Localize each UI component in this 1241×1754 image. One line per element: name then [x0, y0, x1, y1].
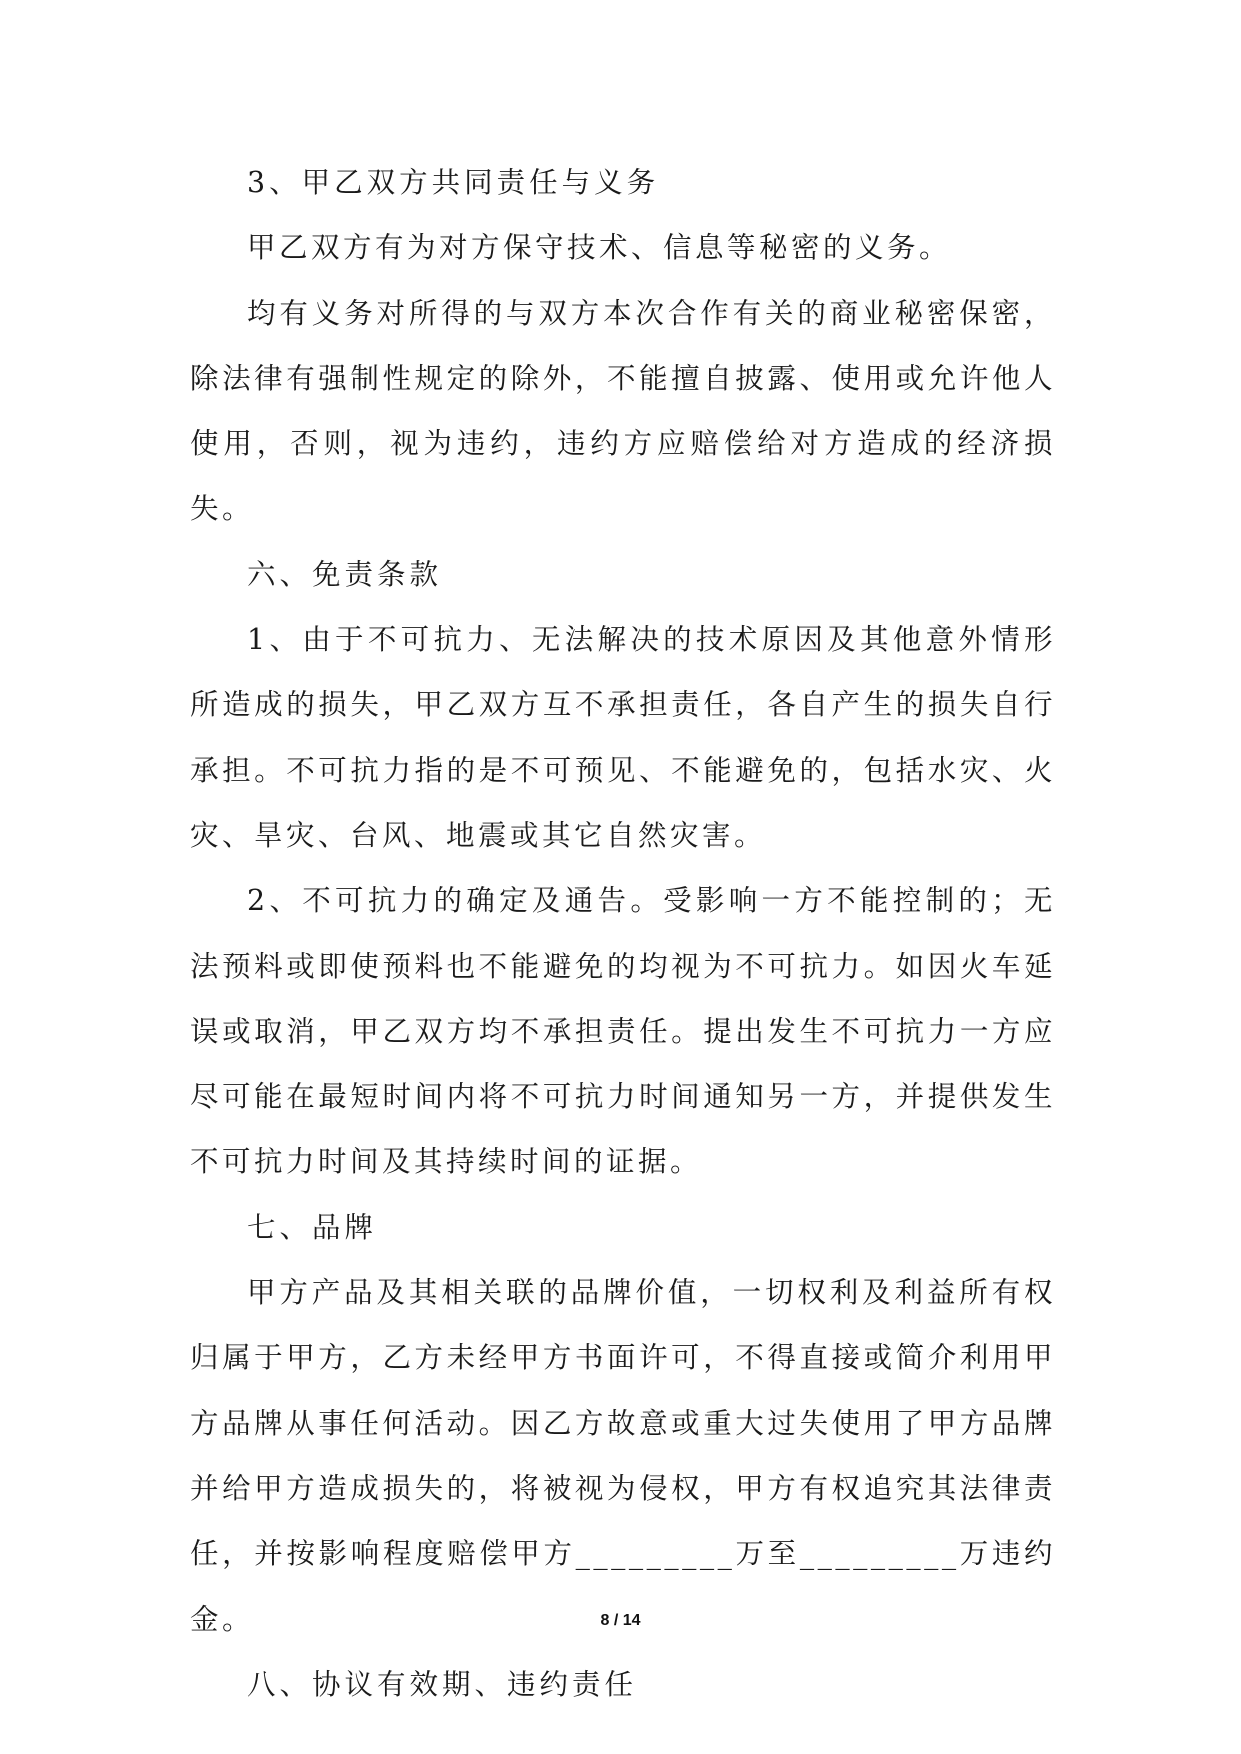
- section-heading: 六、免责条款: [247, 557, 443, 591]
- paragraph: 均有义务对所得的与双方本次合作有关的商业秘密保密，除法律有强制性规定的除外，不能擅自披露、使用或允许他人使用，否则，视为违约，违约方应赔偿给对方造成的经济损失。: [190, 296, 1056, 526]
- paragraph: 甲方产品及其相关联的品牌价值，一切权利及利益所有权归属于甲方，乙方未经甲方书面许可，不得直接或简介利用甲方品牌从事任何活动。因乙方故意或重大过失使用了甲方品牌并给甲方造成损失的，将被视为侵权，甲方有权追究其法律责任，并按影响程度赔偿甲方_________万至_________万违约金。: [190, 1276, 1056, 1636]
- page-number: 8 / 14: [600, 1612, 641, 1629]
- section-heading: 七、品牌: [247, 1210, 378, 1244]
- paragraph: 1、由于不可抗力、无法解决的技术原因及其他意外情形所造成的损失，甲乙双方互不承担责任，各自产生的损失自行承担。不可抗力指的是不可预见、不能避免的，包括水灾、火灾、旱灾、台风、地震或其它自然灾害。: [190, 623, 1056, 852]
- paragraph: 2、不可抗力的确定及通告。受影响一方不能控制的；无法预料或即使预料也不能避免的均视为不可抗力。如因火车延误或取消，甲乙双方均不承担责任。提出发生不可抗力一方应尽可能在最短时间内将不可抗力时间通知另一方，并提供发生不可抗力时间及其持续时间的证据。: [190, 884, 1056, 1179]
- section-subheading: 3、甲乙双方共同责任与义务: [247, 166, 660, 199]
- document-body: [190, 150, 1056, 1717]
- paragraph: 甲乙双方有为对方保守技术、信息等秘密的义务。: [247, 231, 952, 265]
- section-heading: 八、协议有效期、违约责任: [247, 1667, 638, 1701]
